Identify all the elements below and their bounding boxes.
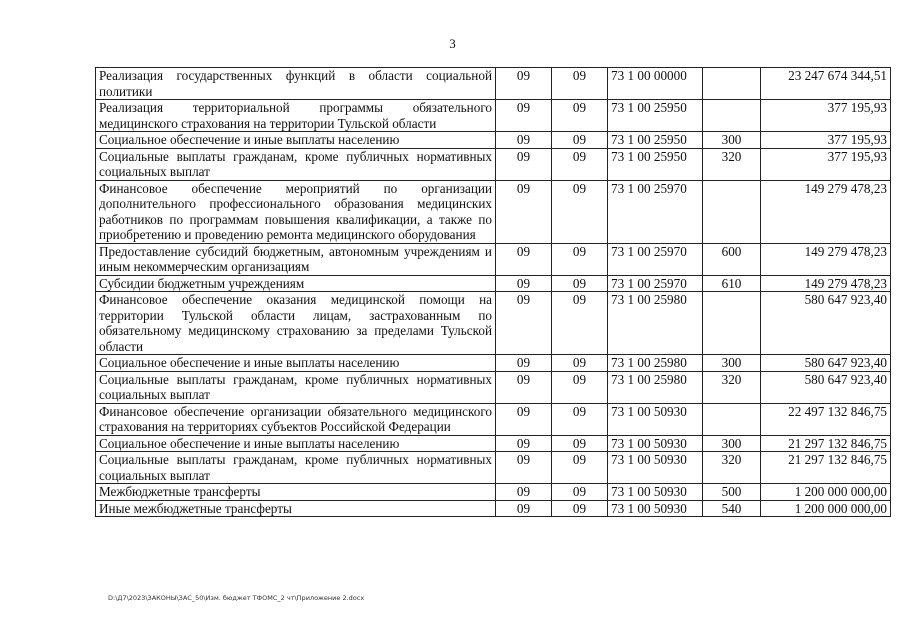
table-row: [96, 435, 891, 452]
target-article-code: 73 1 00 25970: [608, 275, 703, 292]
table-row: [96, 403, 891, 435]
section-code: 09: [496, 403, 552, 435]
table-row: [96, 500, 891, 517]
table-row: [96, 68, 891, 100]
expense-type-code: 540: [703, 500, 761, 517]
amount: 1 200 000 000,00: [761, 484, 891, 501]
table-row: [96, 243, 891, 275]
subsection-code: 09: [552, 100, 608, 132]
amount: 580 647 923,40: [761, 355, 891, 372]
target-article-code: 73 1 00 50930: [608, 452, 703, 484]
subsection-code: 09: [552, 355, 608, 372]
section-code: 09: [496, 371, 552, 403]
subsection-code: 09: [552, 371, 608, 403]
expense-type-code: 300: [703, 132, 761, 149]
expense-type-code: [703, 68, 761, 100]
row-name: Реализация государственных функций в области социальной политики: [96, 68, 496, 100]
row-name: Социальные выплаты гражданам, кроме публичных нормативных социальных выплат: [96, 371, 496, 403]
row-name: Иные межбюджетные трансферты: [96, 500, 496, 517]
subsection-code: 09: [552, 68, 608, 100]
table-row: [96, 355, 891, 372]
table-row: [96, 275, 891, 292]
row-name: Предоставление субсидий бюджетным, автономным учреждениям и иным некоммерческим организациям: [96, 243, 496, 275]
subsection-code: 09: [552, 275, 608, 292]
subsection-code: 09: [552, 132, 608, 149]
expense-type-code: 300: [703, 435, 761, 452]
budget-table: [95, 67, 891, 517]
subsection-code: 09: [552, 180, 608, 243]
amount: 580 647 923,40: [761, 371, 891, 403]
row-name: Социальные выплаты гражданам, кроме публичных нормативных социальных выплат: [96, 148, 496, 180]
target-article-code: 73 1 00 25970: [608, 180, 703, 243]
amount: 23 247 674 344,51: [761, 68, 891, 100]
target-article-code: 73 1 00 50930: [608, 484, 703, 501]
target-article-code: 73 1 00 25950: [608, 100, 703, 132]
target-article-code: 73 1 00 50930: [608, 500, 703, 517]
amount: 377 195,93: [761, 132, 891, 149]
section-code: 09: [496, 292, 552, 355]
target-article-code: 73 1 00 50930: [608, 435, 703, 452]
target-article-code: 73 1 00 00000: [608, 68, 703, 100]
section-code: 09: [496, 148, 552, 180]
amount: 21 297 132 846,75: [761, 435, 891, 452]
target-article-code: 73 1 00 25950: [608, 132, 703, 149]
section-code: 09: [496, 275, 552, 292]
row-name: Социальное обеспечение и иные выплаты населению: [96, 355, 496, 372]
expense-type-code: 320: [703, 148, 761, 180]
row-name: Социальные выплаты гражданам, кроме публичных нормативных социальных выплат: [96, 452, 496, 484]
row-name: Социальное обеспечение и иные выплаты населению: [96, 435, 496, 452]
file-path-footer: D:\Д7\2023\ЗАКОНЫ\ЗАС_50\Изм. бюджет ТФОМС_2 чт\Приложение 2.docx: [108, 594, 365, 602]
table-row: [96, 452, 891, 484]
subsection-code: 09: [552, 500, 608, 517]
subsection-code: 09: [552, 292, 608, 355]
amount: 1 200 000 000,00: [761, 500, 891, 517]
row-name: Межбюджетные трансферты: [96, 484, 496, 501]
expense-type-code: 500: [703, 484, 761, 501]
expense-type-code: 320: [703, 371, 761, 403]
table-row: [96, 132, 891, 149]
table-row: [96, 100, 891, 132]
subsection-code: 09: [552, 243, 608, 275]
budget-table-body: [96, 68, 891, 517]
amount: 149 279 478,23: [761, 180, 891, 243]
section-code: 09: [496, 243, 552, 275]
subsection-code: 09: [552, 452, 608, 484]
table-row: [96, 148, 891, 180]
expense-type-code: 320: [703, 452, 761, 484]
target-article-code: 73 1 00 25980: [608, 371, 703, 403]
subsection-code: 09: [552, 148, 608, 180]
page-number: 3: [449, 36, 456, 51]
table-row: [96, 484, 891, 501]
expense-type-code: [703, 180, 761, 243]
amount: 22 497 132 846,75: [761, 403, 891, 435]
row-name: Субсидии бюджетным учреждениям: [96, 275, 496, 292]
section-code: 09: [496, 132, 552, 149]
row-name: Финансовое обеспечение мероприятий по организации дополнительного профессионального образования медицинских работников по программам повышения квалификации, а также по приобретению и проведению ремонта медицинского оборудования: [96, 180, 496, 243]
amount: 149 279 478,23: [761, 243, 891, 275]
target-article-code: 73 1 00 25980: [608, 355, 703, 372]
row-name: Финансовое обеспечение организации обязательного медицинского страхования на территориях субъектов Российской Федерации: [96, 403, 496, 435]
section-code: 09: [496, 484, 552, 501]
amount: 21 297 132 846,75: [761, 452, 891, 484]
section-code: 09: [496, 435, 552, 452]
subsection-code: 09: [552, 435, 608, 452]
section-code: 09: [496, 355, 552, 372]
target-article-code: 73 1 00 25980: [608, 292, 703, 355]
expense-type-code: 300: [703, 355, 761, 372]
section-code: 09: [496, 68, 552, 100]
section-code: 09: [496, 452, 552, 484]
table-row: [96, 371, 891, 403]
subsection-code: 09: [552, 403, 608, 435]
amount: 580 647 923,40: [761, 292, 891, 355]
subsection-code: 09: [552, 484, 608, 501]
target-article-code: 73 1 00 50930: [608, 403, 703, 435]
amount: 377 195,93: [761, 148, 891, 180]
expense-type-code: 610: [703, 275, 761, 292]
row-name: Финансовое обеспечение оказания медицинской помощи на территории Тульской области лицам, застрахованным по обязательному медицинскому страхованию за пределами Тульской области: [96, 292, 496, 355]
row-name: Социальное обеспечение и иные выплаты населению: [96, 132, 496, 149]
target-article-code: 73 1 00 25950: [608, 148, 703, 180]
expense-type-code: [703, 292, 761, 355]
table-row: [96, 292, 891, 355]
expense-type-code: [703, 100, 761, 132]
amount: 377 195,93: [761, 100, 891, 132]
section-code: 09: [496, 500, 552, 517]
section-code: 09: [496, 180, 552, 243]
row-name: Реализация территориальной программы обязательного медицинского страхования на территории Тульской области: [96, 100, 496, 132]
table-row: [96, 180, 891, 243]
expense-type-code: 600: [703, 243, 761, 275]
target-article-code: 73 1 00 25970: [608, 243, 703, 275]
section-code: 09: [496, 100, 552, 132]
expense-type-code: [703, 403, 761, 435]
amount: 149 279 478,23: [761, 275, 891, 292]
